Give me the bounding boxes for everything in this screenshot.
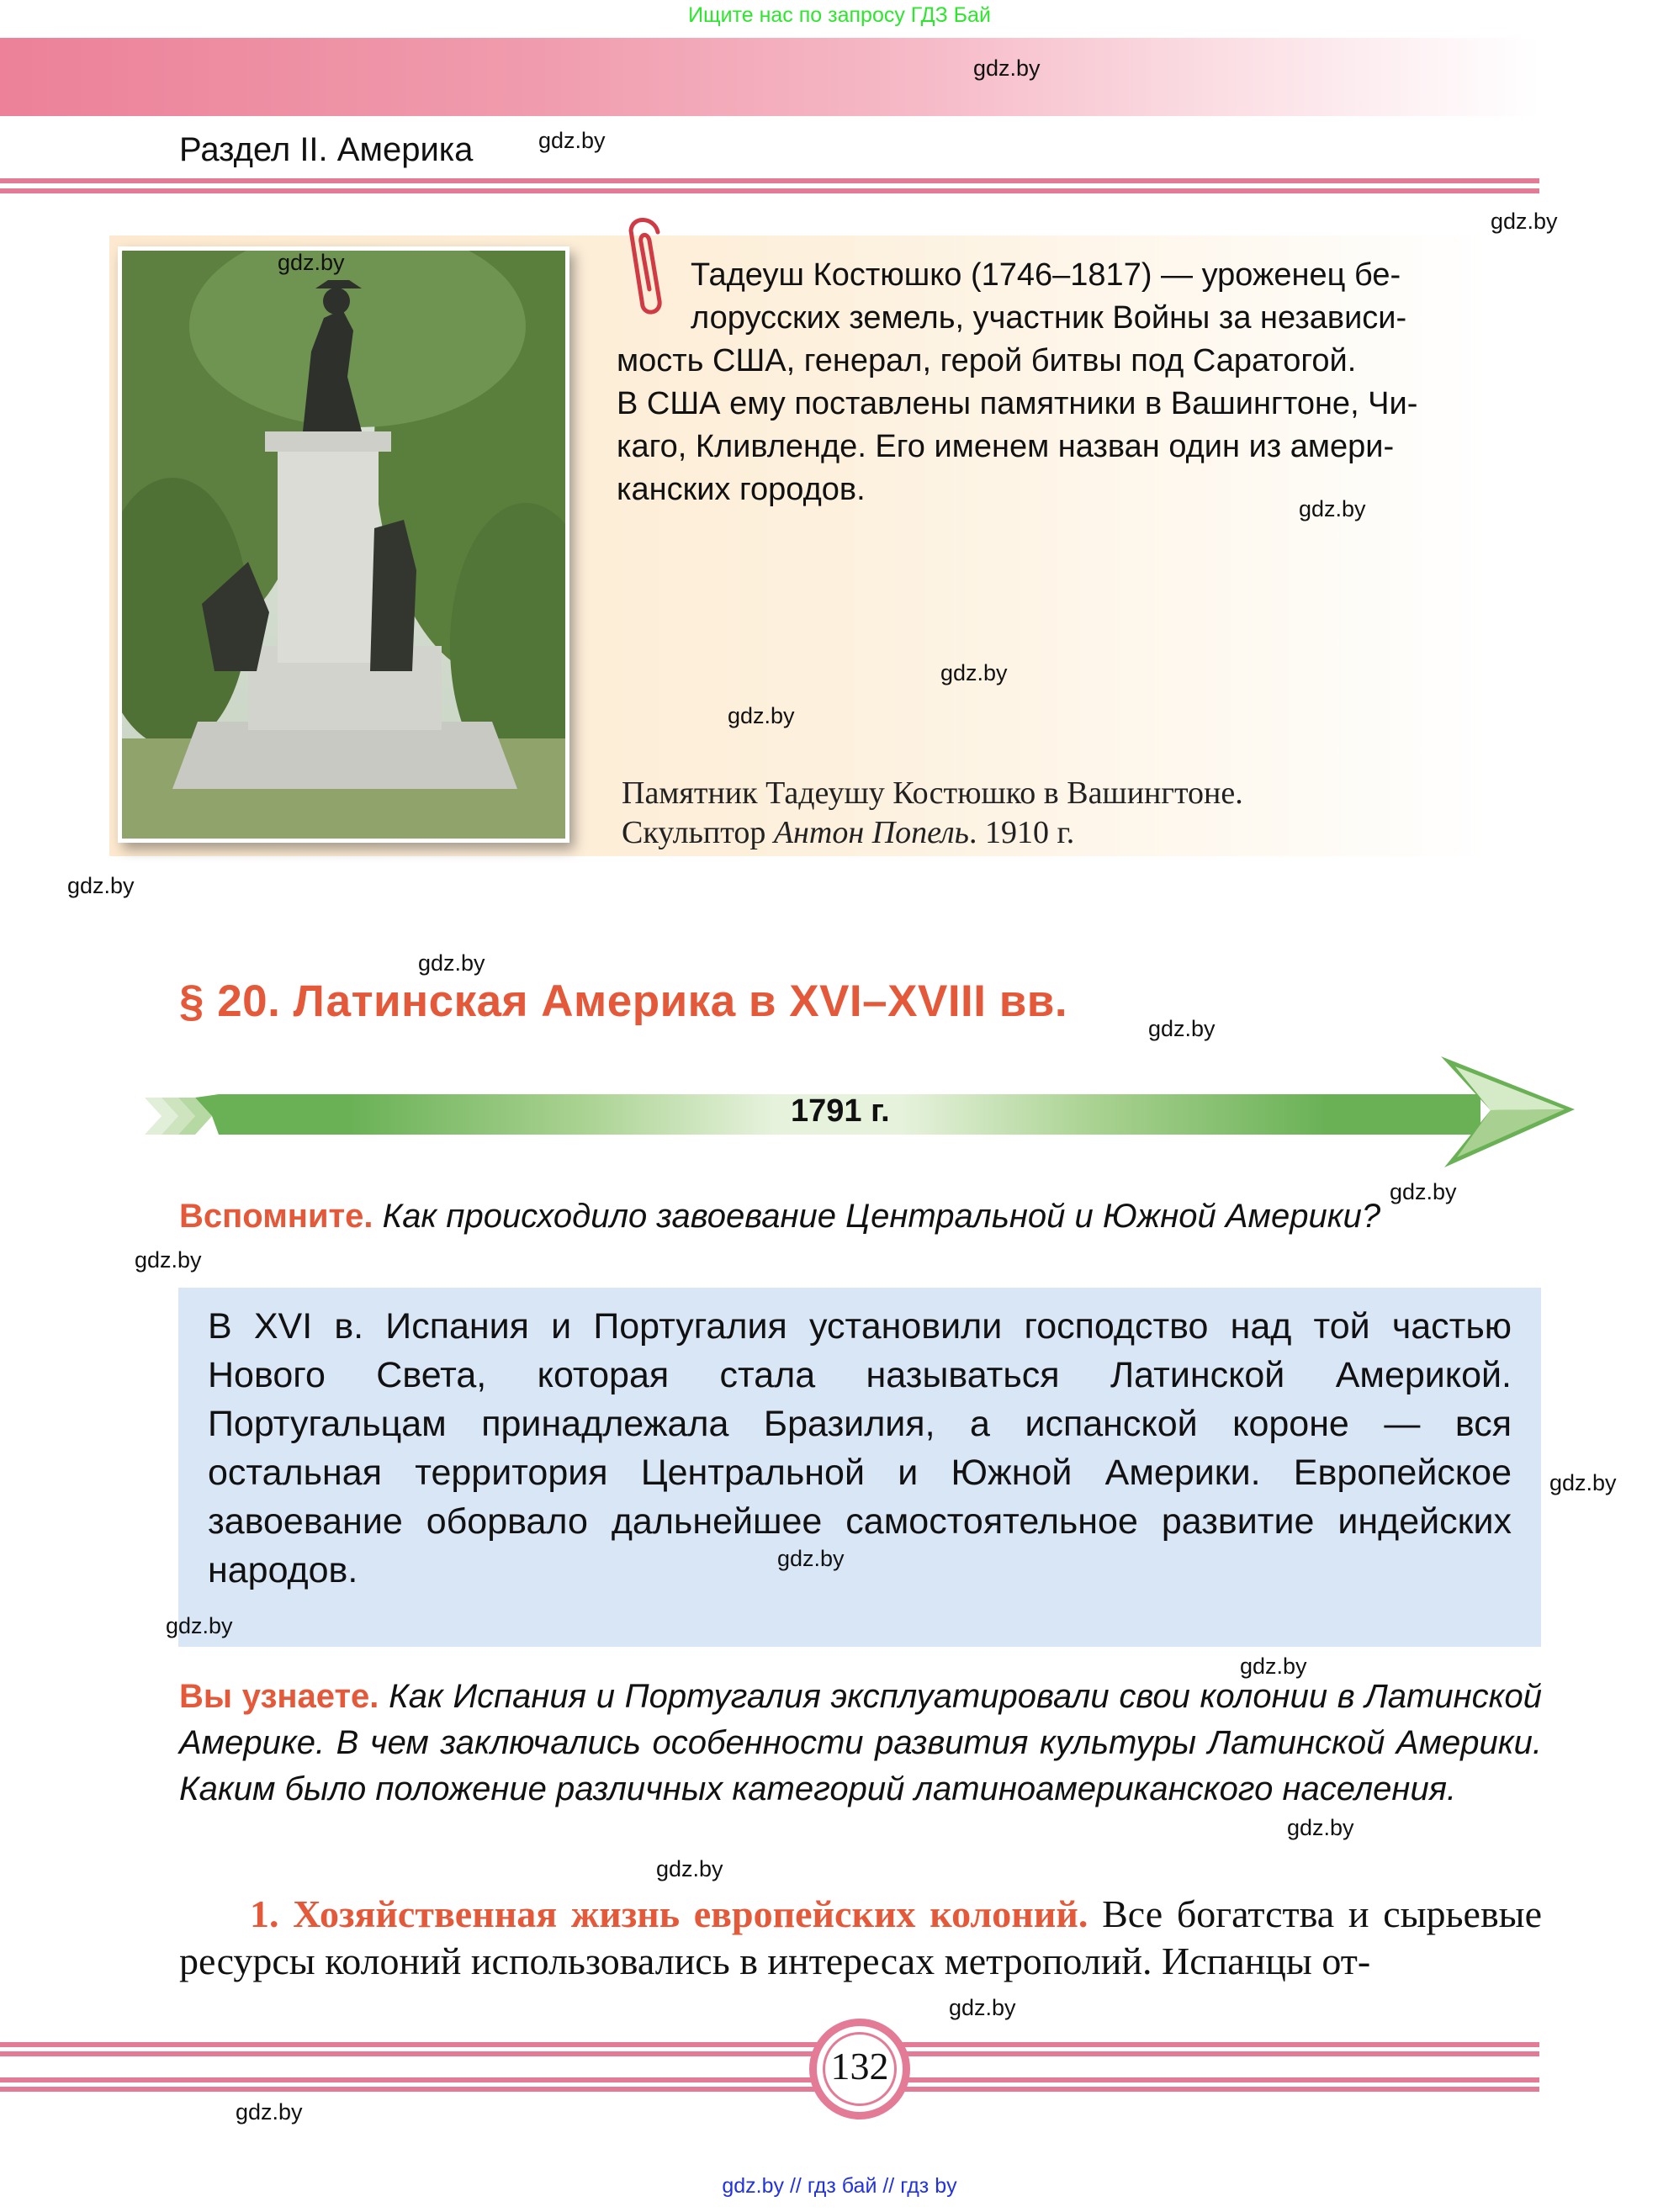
- section-label: Раздел II. Америка: [179, 131, 474, 168]
- intro-text: В XVI в. Испания и Португалия установили господство над той частью Нового Света, которая стала называться Латинской Америкой. Португальцам принадлежала Бразилия, а испанской короне — вся остальная территория Центральной и Южной Америки. Европейское завоевание оборвало дальнейшее самостоятельное развитие индейских народов.: [208, 1306, 1512, 1590]
- watermark: gdz.by: [538, 128, 606, 153]
- recall-text: Как происходило завоевание Центральной и Южной Америки?: [373, 1198, 1381, 1235]
- photo-caption: [622, 774, 1243, 853]
- caption-prefix: Скульптор: [622, 815, 774, 850]
- watermark: gdz.by: [1299, 496, 1366, 521]
- watermark: gdz.by: [1240, 1654, 1307, 1679]
- header-rule: [0, 178, 1539, 183]
- search-banner-text: Ищите нас по запросу ГДЗ Бай: [688, 3, 991, 27]
- caption-suffix: . 1910 г.: [968, 815, 1075, 850]
- footer-rule: [0, 2051, 1539, 2056]
- header-rule: [0, 188, 1539, 193]
- paragraph-1: [179, 1891, 1542, 1985]
- monument-photo: [118, 246, 569, 843]
- watermark: gdz.by: [1549, 1470, 1617, 1495]
- learn-label: Вы узнаете.: [179, 1678, 379, 1715]
- info-paragraph: [617, 254, 1514, 511]
- watermark: gdz.by: [1491, 209, 1558, 234]
- watermark: gdz.by: [67, 873, 135, 898]
- watermark: gdz.by: [1390, 1179, 1457, 1204]
- footer-links[interactable]: gdz.by // гдз бай // гдз by: [722, 2174, 957, 2198]
- learn-text: Как Испания и Португалия эксплуатировали свои колонии в Латинской Америке. В чем заключались особенности развития культуры Латинской Америки. Каким было положение различных категорий латиноамериканского населения.: [179, 1678, 1542, 1807]
- paragraph-1-body: [179, 1891, 1542, 1985]
- caption-author: Антон Попель: [773, 815, 969, 850]
- info-line: В США ему поставлены памятники в Вашингтоне, Чи-: [617, 386, 1418, 421]
- footer-rule: [0, 2077, 1539, 2082]
- watermark: gdz.by: [1287, 1815, 1354, 1840]
- watermark: gdz.by: [1148, 1016, 1216, 1041]
- paragraph-1-text: Все богатства и сырьевые ресурсы колоний использовались в интересах метрополий. Испанцы от-: [179, 1892, 1542, 1982]
- watermark: gdz.by: [166, 1613, 233, 1638]
- paragraph-1-subheading: 1. Хозяйственная жизнь европейских колоний.: [250, 1892, 1088, 1935]
- caption-line: [622, 813, 1243, 853]
- watermark: gdz.by: [940, 660, 1008, 685]
- watermark: gdz.by: [656, 1856, 723, 1881]
- watermark: gdz.by: [973, 56, 1041, 81]
- recall-question: [179, 1198, 1542, 1236]
- watermark: gdz.by: [777, 1546, 845, 1571]
- watermark: gdz.by: [135, 1247, 202, 1273]
- watermark: gdz.by: [949, 1995, 1016, 2020]
- watermark: gdz.by: [236, 2099, 303, 2125]
- watermark: gdz.by: [728, 703, 795, 728]
- footer-rule: [0, 2042, 1539, 2047]
- caption-line: Памятник Тадеушу Костюшко в Вашингтоне.: [622, 775, 1243, 811]
- header-band: [0, 38, 1539, 116]
- watermark: gdz.by: [418, 950, 485, 976]
- info-line: лорусских земель, участник Войны за независи-: [691, 300, 1407, 336]
- info-line: мость США, генерал, герой битвы под Саратогой.: [617, 343, 1357, 378]
- info-line: Тадеуш Костюшко (1746–1817) — уроженец бе-: [691, 257, 1401, 293]
- info-line: канских городов.: [617, 472, 866, 507]
- timeline-year: 1791 г.: [791, 1093, 890, 1129]
- recall-label: Вспомните.: [179, 1198, 373, 1235]
- watermark: gdz.by: [278, 250, 345, 275]
- monument-image-icon: [122, 251, 565, 839]
- section-heading: § 20. Латинская Америка в XVI–XVIII вв.: [179, 976, 1068, 1026]
- info-line: каго, Кливленде. Его именем назван один из амери-: [617, 429, 1395, 464]
- page-number: 132: [830, 2045, 889, 2088]
- learn-objectives: [179, 1674, 1542, 1812]
- footer-rule: [0, 2087, 1539, 2092]
